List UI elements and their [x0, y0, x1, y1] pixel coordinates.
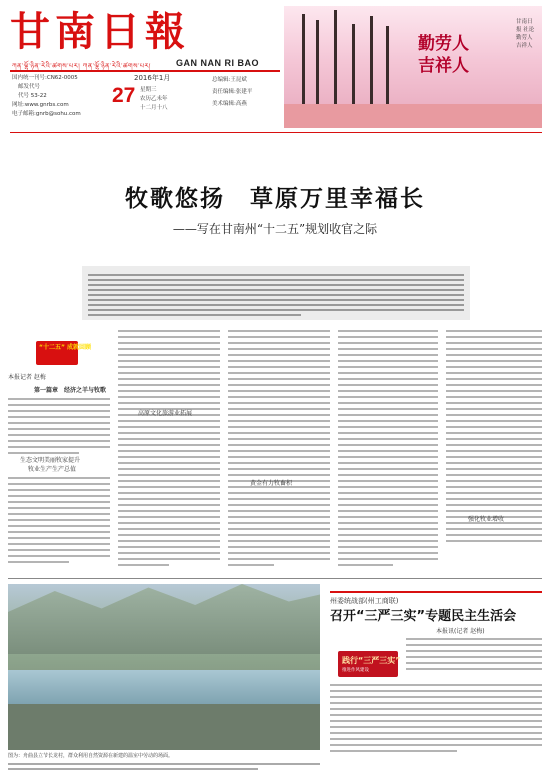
side-article-text	[330, 684, 542, 756]
series-logo	[36, 341, 91, 365]
date-weekday: 星期三	[140, 87, 157, 93]
stamp-subtitle: 推进作风建设	[342, 668, 369, 673]
header-divider	[10, 132, 542, 133]
center-subhead-2: 黄金有力牧畜积	[250, 480, 293, 487]
body-column-4	[338, 330, 438, 570]
lead-paragraph-box	[82, 266, 470, 320]
date-lunar-year: 农历乙未年	[140, 96, 168, 102]
masthead-title: 甘南日報	[10, 8, 190, 55]
staff-duty-editor: 责任编辑:张建平	[212, 89, 253, 95]
series-logo-text: “十二五” 成就回顾	[39, 344, 91, 351]
side-article-headline: 召开“三严三实”专题民主生活会	[330, 609, 517, 624]
date-lunar-day: 十二月十八	[140, 105, 168, 111]
banner-side-text: 甘南日报 社论 勤劳人 吉祥人	[516, 19, 535, 49]
main-headline: 牧歌悠扬 草原万里幸福长	[125, 186, 425, 212]
masthead-rule	[10, 70, 280, 72]
center-subhead-3: 强化牧业增收	[468, 516, 505, 523]
staff-editor-in-chief: 总编辑:王昆斌	[212, 77, 247, 83]
left-column-text-2	[8, 477, 110, 567]
body-column-2	[118, 330, 220, 570]
main-subheadline: ——写在甘南州“十二五”规划收官之际	[172, 222, 378, 236]
masthead-tibetan: ཀན་ལྷོ་ཉིན་རེའི་ཚགས་པར། ཀན་ལྷོ་ཉིན་རེའི་ཚགས་པར།	[12, 62, 151, 70]
publication-email: 电子邮箱:gnrb@sohu.com	[12, 111, 81, 117]
body-column-3	[228, 330, 330, 570]
side-article-section: 州委统战部(州工商联)	[330, 597, 399, 605]
left-column-text	[8, 398, 110, 458]
date-day: 27	[112, 84, 136, 107]
publication-cn: 国内统一刊号:CN62-0005	[12, 75, 78, 81]
masthead-pinyin: GAN NAN RI BAO	[176, 58, 259, 68]
publication-web: 网址:www.gnrbs.com	[12, 102, 69, 108]
side-article-text-top	[406, 638, 542, 674]
side-article-rule	[330, 591, 542, 593]
banner-artwork	[284, 6, 542, 128]
left-subhead-2: 牧业生产生产总值	[28, 466, 77, 473]
side-article-byline: 本报讯(记者 赵梅)	[436, 628, 485, 635]
body-column-5	[446, 330, 542, 546]
publication-code-label: 邮发代号	[18, 84, 41, 90]
photo-caption: 图为：舟曲县立节长龙村，群众利用自然资源在新建的温室中劳动的场面。	[8, 753, 174, 759]
staff-art-editor: 美术编辑:高燕	[212, 101, 247, 107]
campaign-stamp	[338, 651, 401, 677]
center-subhead-1: 高原文化旅游业拓展	[138, 410, 193, 417]
landscape-photo	[8, 584, 320, 750]
photo-caption-block	[8, 753, 320, 770]
left-subhead-1: 生态文明美丽牧家提升	[20, 457, 81, 464]
publication-code: 代号 53-22	[18, 93, 47, 99]
left-byline: 本报记者 赵梅	[8, 374, 46, 381]
date-yearmonth: 2016年1月	[134, 74, 171, 82]
stamp-title: 践行“三严三实”	[342, 656, 401, 665]
banner-line2: 吉祥人	[418, 56, 469, 76]
left-section-title: 第一篇章 经济之羊与牧歌	[34, 387, 107, 394]
section-divider	[8, 578, 542, 579]
banner-line1: 勤劳人	[418, 34, 469, 54]
